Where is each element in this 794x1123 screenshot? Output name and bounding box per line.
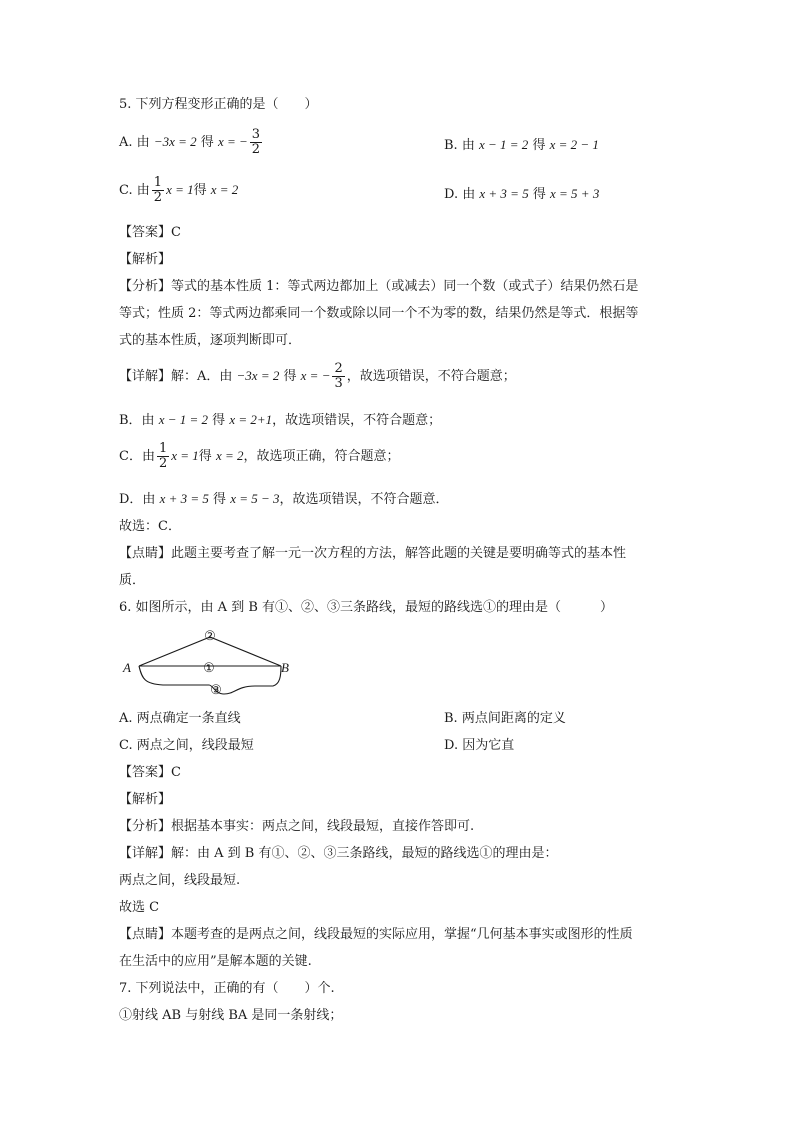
q5-option-c — [119, 176, 238, 205]
option-text: 得 — [193, 183, 207, 198]
fraction-denominator: 2 — [158, 456, 168, 471]
q5-comment-line-1: 【点睛】此题主要考查了解一元一次方程的方法，解答此题的关键是要明确等式的基本性 — [119, 546, 627, 561]
q5-choose: 故选：C． — [119, 519, 181, 534]
q6-analysis: 【分析】根据基本事实：两点之间，线段最短，直接作答即可. — [119, 819, 475, 834]
q5-option-b — [444, 136, 599, 155]
q6-answer: 【答案】C — [119, 765, 181, 780]
point-a-label: A — [123, 660, 131, 675]
option-label: D. — [444, 187, 459, 202]
q6-comment-line-2: 在生活中的应用”是解本题的关键. — [119, 954, 312, 969]
option-text: 由 — [136, 183, 150, 198]
q7-item-1: ①射线 AB 与射线 BA 是同一条射线； — [119, 1008, 343, 1023]
q5-option-a — [119, 128, 264, 157]
detail-text: 得 — [213, 492, 227, 507]
q5-analysis-line-1: 【分析】等式的基本性质 1：等式两边都加上（或减去）同一个数（或式子）结果仍然石是 — [119, 279, 639, 294]
option-label: B. — [444, 138, 458, 153]
detail-text: 得 — [212, 413, 226, 428]
q6-comment-line-1: 【点睛】本题考查的是两点之间，线段最短的实际应用，掌握“几何基本事实或图形的性质 — [119, 927, 633, 942]
option-text: 由 — [136, 135, 150, 150]
equation: x − 1 = 2 — [158, 412, 209, 427]
q5-detail-b — [119, 411, 441, 430]
fraction — [250, 128, 262, 157]
equation: −3x = 2 — [236, 368, 280, 383]
detail-text: ，故选项错误，不符合题意； — [272, 413, 442, 428]
fraction-denominator: 2 — [153, 190, 163, 205]
equation: x + 3 = 5 — [159, 491, 209, 506]
equation: x = 2 — [210, 182, 239, 197]
fraction — [152, 176, 164, 205]
q6-stem: 6. 如图所示，由 A 到 B 有①、②、③三条路线，最短的路线选①的理由是（ ） — [119, 600, 614, 615]
equation: x = 2 − 1 — [549, 137, 599, 152]
option-label: A. — [119, 135, 133, 150]
equation: x = − — [217, 134, 248, 149]
option-text: 得 — [532, 187, 546, 202]
q5-detail-d — [119, 490, 449, 509]
q6-choose: 故选 C — [119, 900, 160, 915]
q6-detail-line-1: 【详解】解：由 A 到 B 有①、②、③三条路线，最短的路线选①的理由是： — [119, 846, 558, 861]
detail-text: ，故选项正确，符合题意； — [243, 449, 400, 464]
q5-stem: 5. 下列方程变形正确的是（ ） — [119, 97, 318, 112]
route-3-label: ③ — [210, 682, 222, 697]
q5-detail-a — [119, 362, 516, 391]
fraction-numerator: 3 — [251, 127, 261, 142]
equation: x − 1 = 2 — [478, 137, 529, 152]
q6-option-d: D. 因为它直 — [444, 738, 515, 753]
option-text: 得 — [200, 135, 214, 150]
option-label: C. — [119, 183, 133, 198]
option-text: 由 — [461, 138, 475, 153]
q6-jiexi: 【解析】 — [119, 792, 172, 807]
detail-text: ，故选项错误，不符合题意； — [346, 369, 516, 384]
detail-text: C．由 — [119, 449, 155, 464]
equation: −3x = 2 — [153, 134, 197, 149]
fraction-numerator: 2 — [334, 361, 343, 376]
q5-comment-line-2: 质． — [119, 573, 146, 588]
q6-detail-line-2: 两点之间，线段最短. — [119, 873, 241, 888]
point-b-label: B — [281, 660, 289, 675]
equation: x = 5 − 3 — [230, 491, 280, 506]
option-text: 得 — [532, 138, 546, 153]
route-2-label: ② — [204, 628, 216, 643]
equation: x + 3 = 5 — [479, 186, 529, 201]
detail-text: ，故选项错误，不符合题意． — [279, 492, 449, 507]
q5-detail-c — [119, 442, 400, 471]
detail-text: 【详解】解：A．由 — [119, 369, 233, 384]
equation: x = 1 — [166, 182, 194, 197]
detail-text: D．由 — [119, 492, 156, 507]
detail-text: 得 — [198, 449, 212, 464]
detail-text: 得 — [283, 369, 297, 384]
q6-option-b: B. 两点间距离的定义 — [444, 711, 566, 726]
q5-analysis-line-2: 等式；性质 2：等式两边都乘同一个数或除以同一个不为零的数，结果仍然是等式．根据等 — [119, 306, 639, 321]
q5-option-d — [444, 185, 599, 204]
q5-analysis-line-3: 式的基本性质，逐项判断即可． — [119, 333, 302, 348]
q6-option-a: A. 两点确定一条直线 — [119, 711, 241, 726]
routes-figure — [115, 624, 305, 702]
detail-text: B．由 — [119, 413, 155, 428]
q7-stem: 7. 下列说法中，正确的有（ ）个. — [119, 981, 335, 996]
equation: x = 2 — [215, 448, 244, 463]
equation: x = − — [300, 368, 331, 383]
fraction-denominator: 3 — [334, 376, 343, 391]
equation: x = 5 + 3 — [550, 186, 600, 201]
fraction-denominator: 2 — [251, 142, 261, 157]
option-text: 由 — [462, 187, 476, 202]
equation: x = 2+1 — [229, 412, 273, 427]
q6-option-c: C. 两点之间，线段最短 — [119, 738, 254, 753]
fraction-numerator: 1 — [153, 175, 163, 190]
q5-jiexi: 【解析】 — [119, 252, 172, 267]
q5-answer: 【答案】C — [119, 225, 181, 240]
fraction — [332, 362, 344, 391]
route-1-label: ① — [203, 660, 215, 675]
fraction-numerator: 1 — [158, 441, 168, 456]
equation: x = 1 — [171, 448, 199, 463]
fraction — [157, 442, 169, 471]
